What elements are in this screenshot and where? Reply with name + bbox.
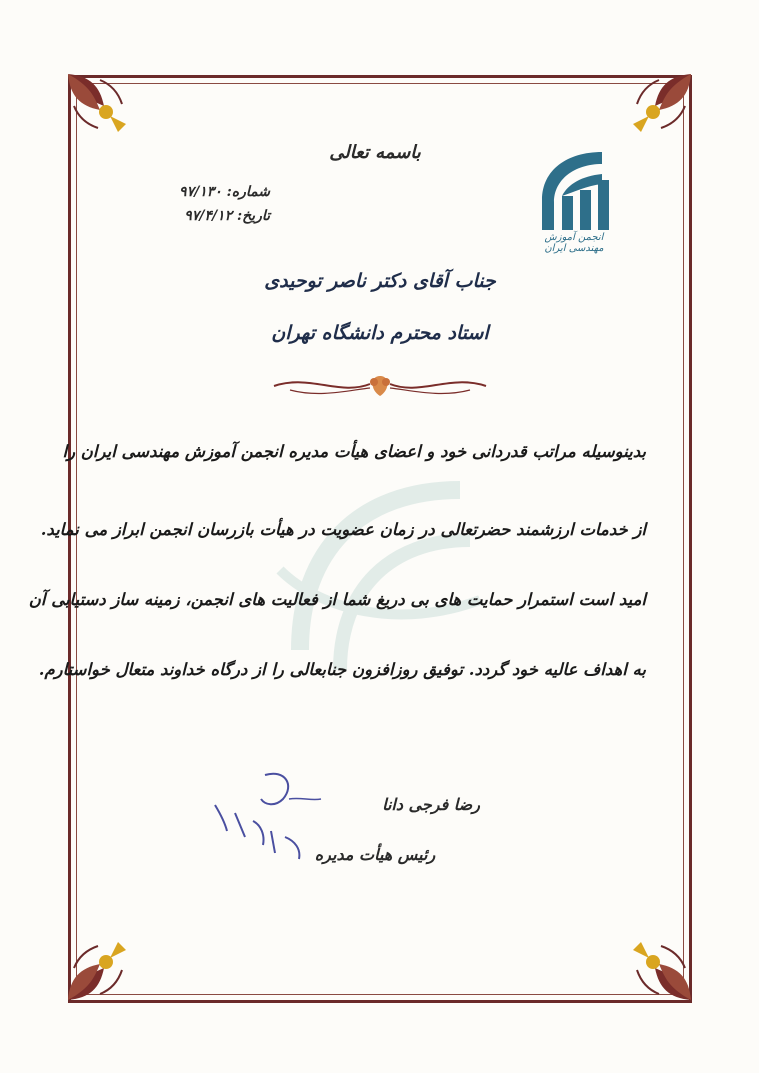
corner-ornament-top-left <box>60 66 140 146</box>
signatory-name: رضا فرجی دانا <box>382 795 480 814</box>
letter-number: شماره: ۹۷/۱۳۰ <box>179 184 270 200</box>
logo-caption: انجمن آموزش مهندسی ایران <box>544 232 604 254</box>
body-line-2: از خدمات ارزشمند حضرتعالی در زمان عضویت در هیأت بازرسان انجمن ابراز می نماید. <box>40 520 646 539</box>
invocation-text: باسمه تعالی <box>329 142 421 163</box>
divider-ornament <box>270 368 490 402</box>
body-line-1: بدینوسیله مراتب قدردانی خود و اعضای هیأت مدیره انجمن آموزش مهندسی ایران را <box>62 442 646 461</box>
body-line-3: امید است استمرار حمایت های بی دریغ شما از فعالیت های انجمن، زمینه ساز دستیابی آن <box>28 590 646 609</box>
corner-ornament-bottom-right <box>619 928 699 1008</box>
recipient-position: استاد محترم دانشگاه تهران <box>271 322 489 344</box>
signatory-title: رئیس هیأت مدیره <box>314 845 436 864</box>
recipient-name: جناب آقای دکتر ناصر توحیدی <box>264 270 496 292</box>
corner-ornament-top-right <box>619 66 699 146</box>
body-line-4: به اهداف عالیه خود گردد. توفیق روزافزون جنابعالی را از درگاه خداوند متعال خواستارم. <box>38 660 646 679</box>
corner-ornament-bottom-left <box>60 928 140 1008</box>
reference-block <box>130 180 270 228</box>
letter-date: تاریخ: ۹۷/۴/۱۲ <box>184 208 270 224</box>
